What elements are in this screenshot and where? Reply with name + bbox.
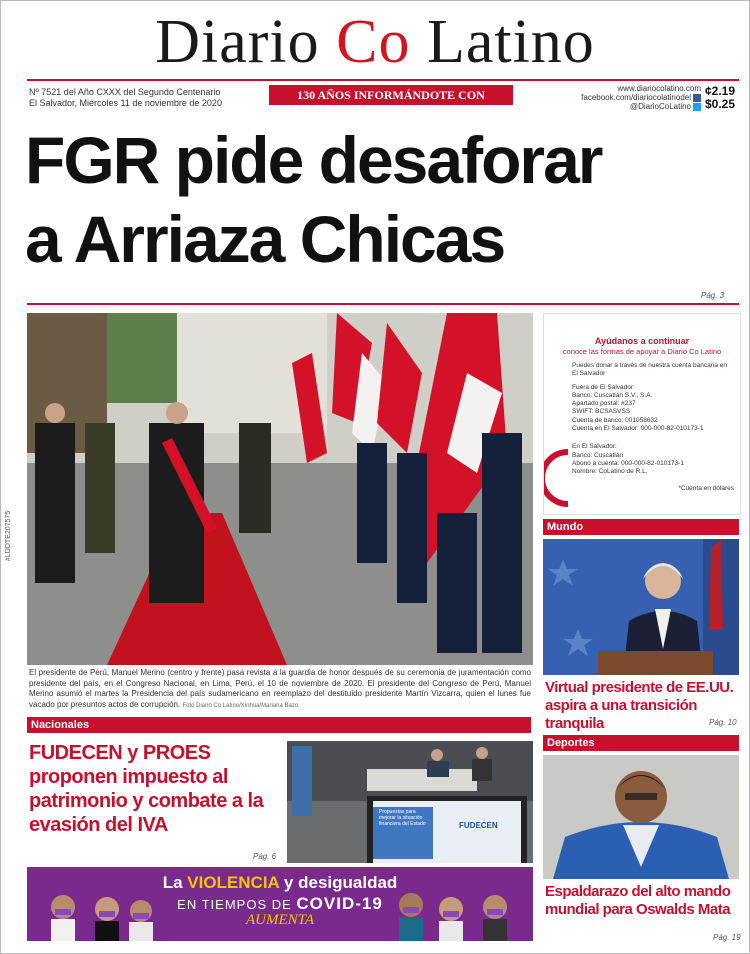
masthead-name-part: Latino: [410, 8, 595, 76]
military-parade-illustration: [27, 313, 533, 665]
mundo-headline[interactable]: Virtual presidente de EE.UU. aspira a una transición tranquila: [545, 679, 734, 732]
mundo-photo[interactable]: [543, 539, 739, 675]
donation-note: *Cuenta en dólares: [678, 484, 734, 492]
prices: [705, 85, 735, 111]
masthead-name-part: Diario: [155, 8, 337, 76]
nacionales-photo[interactable]: [287, 741, 533, 863]
donation-line: Cuenta en El Salvador: 000-000-82-010173-1: [572, 425, 704, 433]
donation-line: Banco: Cuscatlán S.V., S.A.: [572, 391, 653, 399]
masthead: [1, 9, 749, 75]
website-link[interactable]: www.diariocolatino.com: [617, 84, 701, 93]
screen-logo-text: FUDECEN: [459, 821, 498, 830]
headline-page-ref: Pág. 3: [701, 291, 725, 300]
price-colones: ¢2.19: [705, 84, 736, 98]
side-code-text: #LDDTE207575: [5, 510, 12, 561]
donation-line: Apartado postal: #237: [572, 400, 636, 408]
ad-text-covid: COVID-19: [296, 894, 383, 913]
section-nacionales[interactable]: Nacionales: [27, 717, 531, 733]
section-mundo[interactable]: Mundo: [543, 519, 739, 535]
section-deportes[interactable]: Deportes: [543, 735, 739, 751]
violence-awareness-ad[interactable]: [27, 867, 533, 941]
ad-line-3: AUMENTA: [245, 912, 315, 928]
facebook-link[interactable]: facebook.com/diariocolatinodel: [581, 93, 691, 102]
donation-intro: Puedes donar a través de nuestra cuenta bancaria en El Salvador: [572, 362, 728, 378]
facebook-icon: [693, 94, 701, 102]
deportes-page-ref: Pág. 19: [713, 933, 741, 942]
ad-text: y desigualdad: [279, 873, 398, 892]
speaker-at-podium-illustration: [543, 539, 739, 675]
screen-slide-text: Propuestas para mejorar la situación financiera del Estado: [379, 809, 426, 827]
donation-subtitle: conoce las formas de apoyar a Diario Co Latino: [562, 347, 722, 356]
twitter-link[interactable]: @DiarioCoLatino: [629, 102, 691, 111]
side-barcode: [5, 471, 13, 561]
caption-text: El presidente de Perú, Manuel Merino (centro y frente) pasa revista a la guardia de honor después de su ceremonia de juramentación como presidente del país, en el Congreso Nacional, en Lima, Perú, el 10 de noviembre de 2020. El presidente del Congreso de Perú, Manuel Merino asumió el martes la Presidencia del país sudamericano en reemplazo del destituido presidente Martín Vizcarra, quien el lunes fue vacado por presuntos actos de corrupción.: [29, 668, 531, 709]
donation-line: Nombre: CoLatino de R.L.: [572, 468, 648, 476]
nacionales-page-ref: Pág. 6: [253, 852, 277, 861]
masthead-name-co: Co: [336, 8, 411, 76]
price-dollars: $0.25: [705, 97, 736, 111]
ad-text: La: [162, 873, 188, 892]
main-photo-caption: [29, 668, 531, 711]
slogan-banner: 130 AÑOS INFORMÁNDOTE CON CREDIBILIDAD: [269, 85, 513, 105]
donation-line: Abono a cuenta: 000-000-82-010173-1: [572, 459, 685, 467]
headline-divider: [27, 303, 739, 305]
masthead-divider: [27, 79, 739, 81]
nacionales-headline[interactable]: FUDECEN y PROES proponen impuesto al patrimonio y combate a la evasión del IVA: [29, 742, 264, 836]
donation-line: Banco: Cuscatlán: [572, 451, 623, 459]
donation-line: SWIFT: BCSASVSS: [572, 408, 631, 416]
edition-info: [29, 87, 222, 109]
edition-date: El Salvador, Miércoles 11 de noviembre de 2020: [29, 98, 222, 108]
donation-line: En El Salvador:: [572, 443, 617, 451]
headline-line-2: a Arriaza Chicas: [25, 202, 505, 276]
deportes-photo[interactable]: [543, 755, 739, 879]
main-photo[interactable]: [27, 313, 533, 665]
press-conference-illustration: [287, 741, 533, 863]
photo-credit: Foto Diario Co Latino/Xinhua/Mariana Bazo: [182, 702, 299, 709]
donation-line: Fuera de El Salvador:: [572, 383, 635, 391]
deportes-headline[interactable]: Espaldarazo del alto mando mundial para Oswalds Mata: [545, 883, 731, 918]
edition-number: Nº 7521 del Año CXXX del Segundo Centenario: [29, 87, 221, 97]
donation-details: [572, 362, 734, 493]
headline-line-1: FGR pide desaforar: [25, 123, 602, 197]
twitter-icon: [693, 103, 701, 111]
donation-title: Ayúdanos a continuar: [594, 336, 690, 346]
mundo-page-ref: Pág. 10: [709, 718, 737, 727]
judoka-illustration: [543, 755, 739, 879]
colatino-logo-arc: [544, 448, 570, 508]
donation-line: Cuenta de banco: 001058632: [572, 416, 658, 424]
main-headline[interactable]: [25, 121, 741, 279]
masked-people-illustration: [27, 867, 533, 941]
ad-text-highlight: VIOLENCIA: [187, 873, 280, 892]
contact-info: [561, 84, 701, 111]
ad-text: EN TIEMPOS DE: [177, 897, 297, 912]
donation-box: [543, 313, 741, 515]
